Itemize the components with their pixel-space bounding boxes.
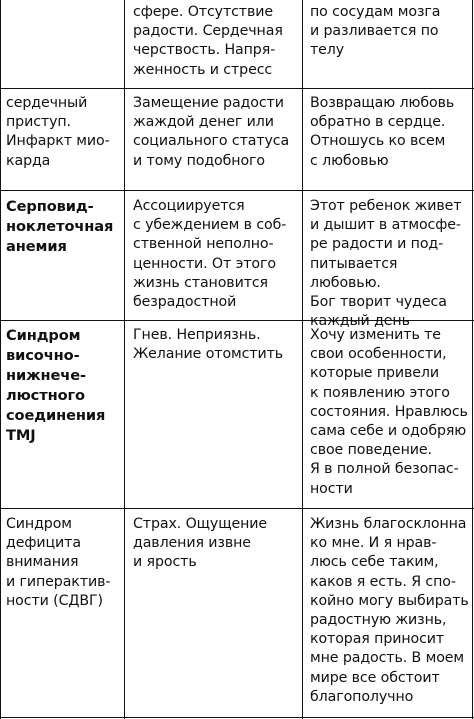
table-cell-condition: сердечный приступ. Инфаркт мио- карда <box>6 95 110 169</box>
table-cell-affirmation: по сосудам мозга и разливается по телу <box>310 4 441 59</box>
table-cell-affirmation: Хочу изменить те свои особенности, которые привели к появлению этого состояния. Нравлюсь сама себе и одобряю свое поведение. Я в полной безопас- ности <box>310 327 468 497</box>
table-cell-affirmation: Этот ребенок живет и дышит в атмосфе- ре радости и под- питывается любовью. Бог творит чудеса каждый день <box>310 198 462 330</box>
table-cell-cause: Замещение радости жаждой денег или социального статуса и тому подобного <box>133 95 290 169</box>
row-divider-4 <box>0 508 474 509</box>
table-cell-condition: Синдром дефицита внимания и гиперактив- ности (СДВГ) <box>6 516 111 609</box>
table-cell-cause: сфере. Отсутствие радости. Сердечная черствость. Напря- женность и стресс <box>133 4 283 78</box>
table-border-left <box>0 0 1 719</box>
row-divider-1 <box>0 88 474 89</box>
table-column-divider-1 <box>124 0 125 719</box>
table-border-right <box>472 0 473 719</box>
table-cell-cause: Страх. Ощущение давления извне и ярость <box>133 516 268 571</box>
table-cell-cause: Ассоциируется с убеждением в соб- ственной неполно- ценности. От этого жизнь становится безрадостной <box>133 198 287 311</box>
table-cell-condition: Серповид- ноклеточная анемия <box>6 198 114 255</box>
table-cell-affirmation: Возвращаю любовь обратно в сердце. Отношусь ко всем с любовью <box>310 95 455 169</box>
table-cell-cause: Гнев. Неприязнь. Желание отомстить <box>133 327 284 363</box>
table-column-divider-2 <box>302 0 303 719</box>
row-divider-2 <box>0 190 474 191</box>
table-border-bottom <box>0 717 474 718</box>
table-cell-condition: Синдром височно- нижнече- люстного соединения TMJ <box>6 327 106 444</box>
table-cell-affirmation: Жизнь благосклонна ко мне. И я нрав- люсь себе таким, каков я есть. Я спо- койно могу выбирать радостную жизнь, которая приносит мне радость. В моем мире все обстоит благополучно <box>310 516 469 705</box>
